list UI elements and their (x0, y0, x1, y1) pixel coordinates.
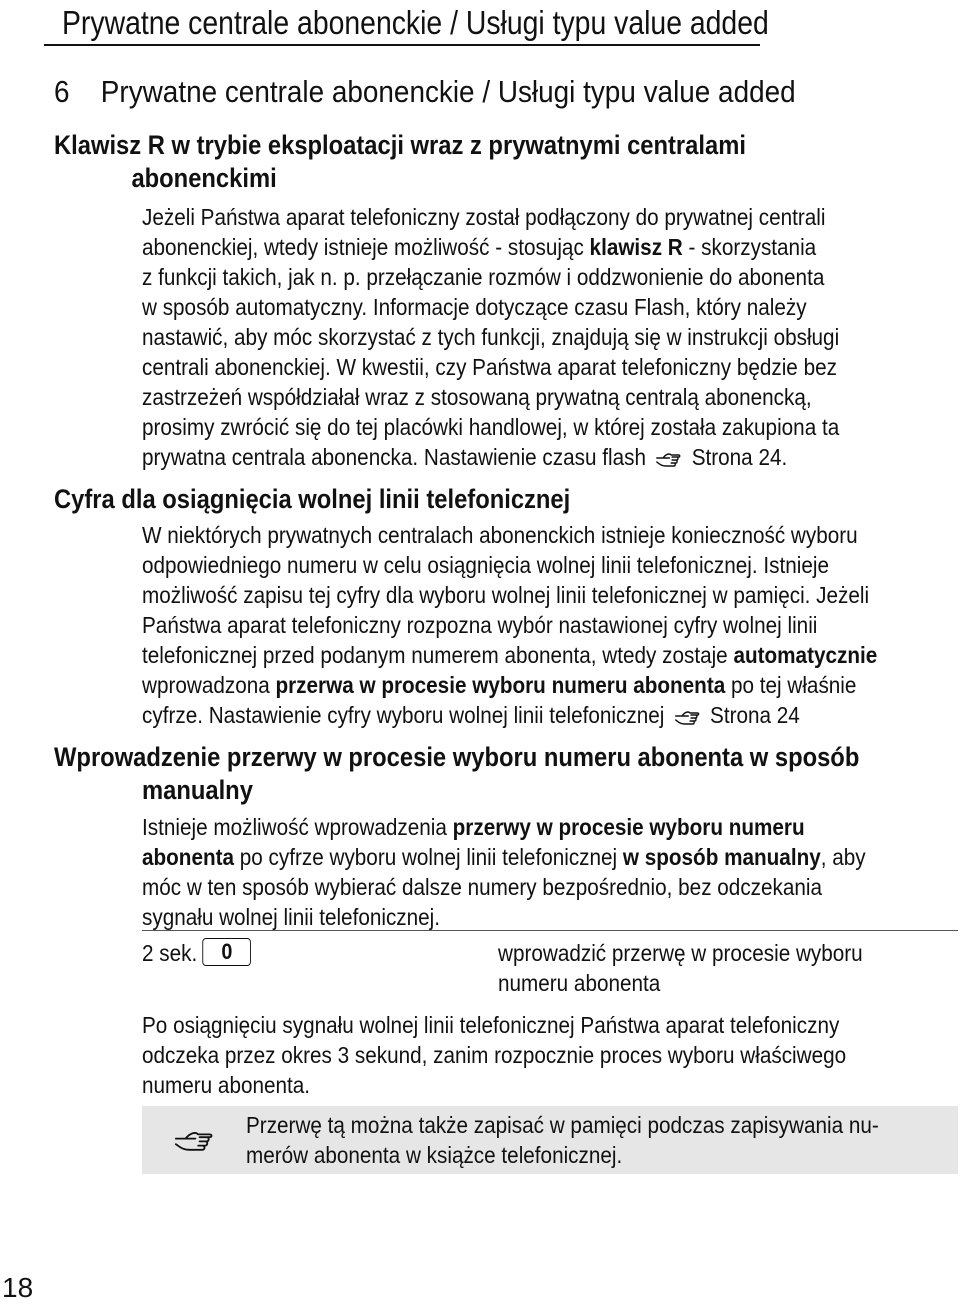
running-header: Prywatne centrale abonenckie / Usługi typu value added (62, 4, 769, 41)
text-line: z funkcji takich, jak n. p. przełączanie rozmów i oddzwonienie do abonenta (142, 264, 825, 290)
text-line: odczeka przez okres 3 sekund, zanim rozpocznie proces wyboru właściwego (142, 1042, 847, 1068)
text-line: nastawić, aby móc skorzystać z tych funkcji, znajdują się w instrukcji obsługi (142, 324, 840, 350)
text-line: Przerwę tą można także zapisać w pamięci podczas zapisywania nu- (246, 1112, 879, 1138)
section-heading-cyfra: Cyfra dla osiągnięcia wolnej linii telefonicznej (54, 484, 571, 514)
text-line: wprowadzić przerwę w procesie wyboru (498, 940, 863, 966)
pointing-hand-icon (655, 446, 682, 476)
header-rule (44, 44, 760, 46)
section1-paragraph (142, 202, 917, 476)
key-table-rule (142, 930, 958, 931)
emphasis: w sposób manualny (622, 844, 821, 870)
pointing-hand-icon (674, 704, 701, 734)
chapter-number: 6 (54, 74, 70, 109)
section-heading-line: Klawisz R w trybie eksploatacji wraz z prywatnymi centralami (54, 130, 746, 160)
note-text (246, 1110, 949, 1170)
text-line: móc w ten sposób wybierać dalsze numery bezpośrednio, bez odczekania (142, 874, 823, 900)
emphasis: przerwa w procesie wyboru numeru abonenta (275, 672, 726, 698)
section-heading-line: manualny (142, 775, 253, 805)
pointing-hand-icon (172, 1126, 216, 1159)
text-line: prywatna centrala abonencka. Nastawienie czasu flash Strona 24. (142, 442, 839, 476)
text-line: W niektórych prywatnych centralach abonenckich istnieje konieczność wyboru (142, 522, 858, 548)
text-line: numeru abonenta. (142, 1072, 311, 1098)
section2-paragraph (142, 520, 959, 734)
page-number: 18 (2, 1272, 34, 1303)
emphasis: abonenta (142, 844, 235, 870)
text-line: Jeżeli Państwa aparat telefoniczny został podłączony do prywatnej centrali (142, 204, 826, 230)
key-description (498, 938, 903, 998)
key-0-button[interactable]: 0 (203, 938, 252, 966)
emphasis: przerwy w procesie wyboru numeru (452, 814, 805, 840)
note-box (142, 1106, 958, 1174)
section-heading-line: abonenckimi (131, 163, 277, 193)
text-line: abonenta po cyfrze wyboru wolnej linii telefonicznej w sposób manualny, aby (142, 844, 866, 870)
text-line: Istnieje możliwość wprowadzenia przerwy w procesie wyboru numeru (142, 814, 805, 840)
section-heading-wprowadzenie (54, 742, 859, 806)
text-line: numeru abonenta (498, 970, 661, 996)
section3-after-paragraph (142, 1010, 924, 1100)
chapter-title-text: Prywatne centrale abonenckie / Usługi typu value added (100, 74, 796, 109)
key-duration: 2 sek. 0 (142, 938, 251, 968)
key-name: klawisz R (589, 234, 683, 260)
text-line: sygnału wolnej linii telefonicznej. (142, 904, 441, 930)
text-line: telefonicznej przed podanym numerem abonenta, wtedy zostaje automatycznie (142, 642, 878, 668)
text-line: Po osiągnięciu sygnału wolnej linii telefonicznej Państwa aparat telefoniczny (142, 1012, 840, 1038)
text-line: wprowadzona przerwa w procesie wyboru numeru abonenta po tej właśnie (142, 672, 857, 698)
text-line: możliwość zapisu tej cyfry dla wyboru wolnej linii telefonicznej w pamięci. Jeżeli (142, 582, 870, 608)
text-line: zastrzeżeń współdziałał wraz z stosowaną prywatną centralą abonencką, (142, 384, 812, 410)
section-heading-klawisz-r (54, 130, 746, 194)
text-line: cyfrze. Nastawienie cyfry wyboru wolnej linii telefonicznej Strona 24 (142, 700, 877, 734)
text-line: centrali abonenckiej. W kwestii, czy Państwa aparat telefoniczny będzie bez (142, 354, 837, 380)
text-line: prosimy zwrócić się do tej placówki handlowej, w której została zakupiona ta (142, 414, 840, 440)
text-line: odpowiedniego numeru w celu osiągnięcia wolnej linii telefonicznej. Istnieje (142, 552, 829, 578)
section-heading-line: Wprowadzenie przerwy w procesie wyboru numeru abonenta w sposób (54, 742, 860, 772)
text-line: Państwa aparat telefoniczny rozpozna wybór nastawionej cyfry wolnej linii (142, 612, 818, 638)
text-line: abonenckiej, wtedy istnieje możliwość - stosując klawisz R - skorzystania (142, 234, 817, 260)
section3-paragraph (142, 812, 946, 932)
emphasis: automatycznie (733, 642, 878, 668)
page-reference-link[interactable]: Strona 24. (691, 444, 788, 470)
text-line: merów abonenta w książce telefonicznej. (246, 1142, 623, 1168)
chapter-title (54, 74, 796, 110)
text-line: w sposób automatyczny. Informacje dotyczące czasu Flash, który należy (142, 294, 807, 320)
page-reference-link[interactable]: Strona 24 (710, 702, 800, 728)
